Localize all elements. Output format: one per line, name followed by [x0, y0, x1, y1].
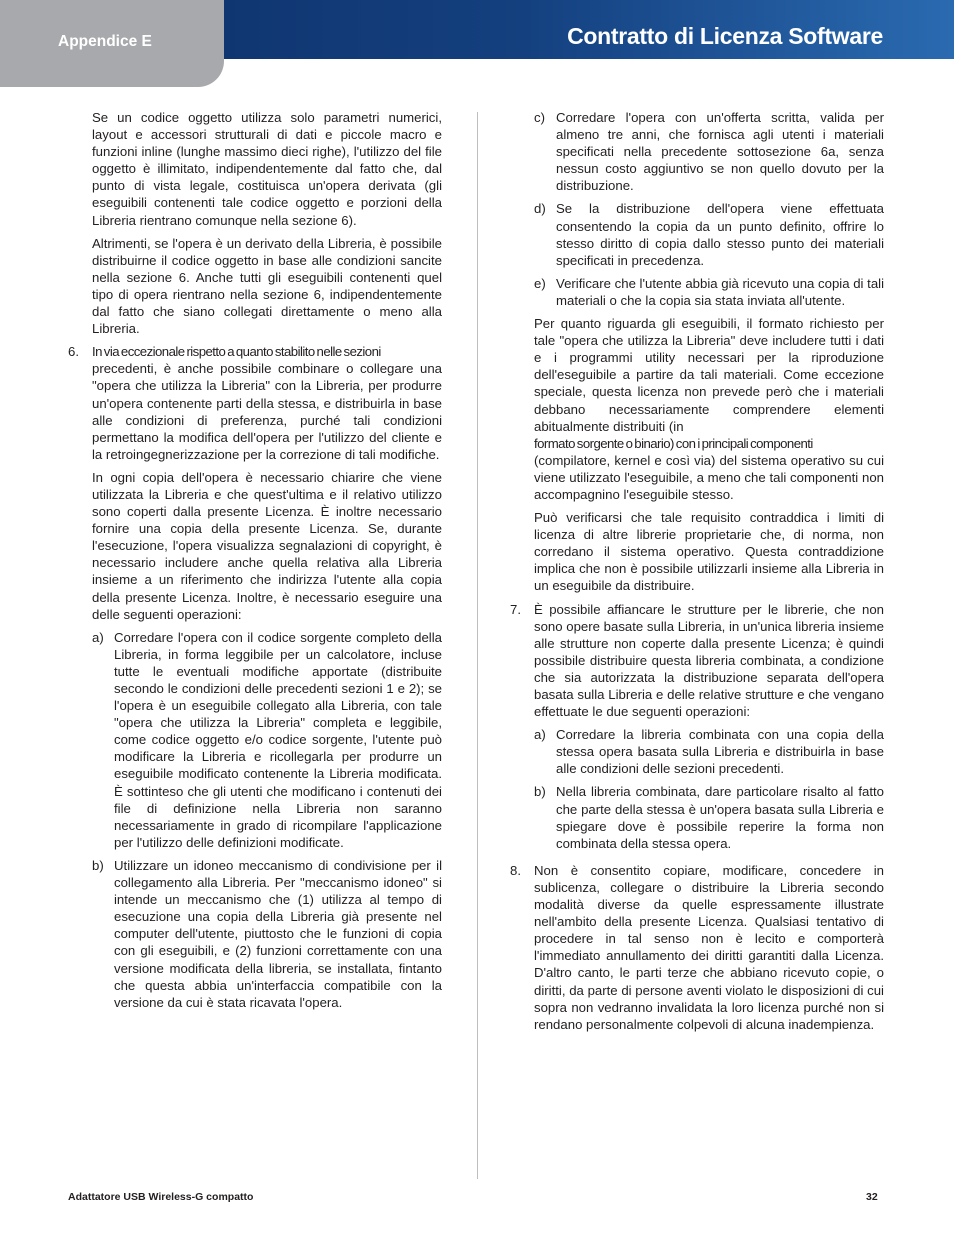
item-number: 6. [68, 344, 79, 360]
paragraph-part: Per quanto riguarda gli eseguibili, il formato richiesto per tale "opera che utilizza la Libreria" deve includere tutti i dati e i programmi utility necessari per la riproduzione dell'eseguibile a partire da tali materiali. Come eccezione speciale, questa licenza non prevede però che i materiali debbano necessariamente comprendere elementi abitualmente distribuiti (in [534, 316, 884, 434]
subitem-7b [510, 783, 884, 851]
item-text: precedenti, è anche possibile combinare o collegare una "opera che utilizza la Libreria" con la Libreria, per produrre un'opera contenente parti della stessa, e distribuirla in base alle condizioni di preferenza, purché tali condizioni permettano la modifica dell'opera per l'utilizzo del cliente e la retroingegnerizzazione per la correzione di tali modifiche. [92, 361, 442, 462]
section-label: Appendice E [58, 33, 152, 50]
subitem-6e [510, 275, 884, 309]
subitem-text: Nella libreria combinata, dare particolare risalto al fatto che parte della stessa è un'opera basata sulla Libreria e spiegare dove è possibile reperire la forma non combinata della stessa opera. [556, 784, 884, 851]
footer-product-name: Adattatore USB Wireless-G compatto [68, 1191, 254, 1203]
subitem-letter: e) [534, 275, 546, 291]
item-number: 7. [510, 601, 521, 617]
subitem-text: Corredare la libreria combinata con una copia della stessa opera basata sulla Libreria e distribuirla in base alle condizioni delle sezioni precedenti. [556, 727, 884, 777]
left-column [68, 109, 442, 1017]
subitem-letter: a) [92, 629, 104, 645]
section-8 [510, 862, 884, 1033]
right-column [510, 109, 884, 1039]
subitem-letter: d) [534, 201, 546, 217]
item-text: Non è consentito copiare, modificare, concedere in sublicenza, collegare o distribuire la Libreria secondo modalità diverse da quelle espressamente illustrate nell'ambito della presente Licenza. Qualsiasi tentativo di procedere in tal senso non è lecito e comporterà l'immediato annullamento dei diritti garantiti dalla Licenza. D'altro canto, le parti terze che abbiano ricevuto copie, o diritti, da parte di persone aventi violato le disposizioni di cui sopra non vedranno invalidata la loro licenza purché non si rendano personalmente colpevoli di alcuna inadempienza. [534, 862, 884, 1032]
subitem-text: Se la distribuzione dell'opera viene effettuata consentendo la copia da un punto definito, offrire lo stesso diritto di copia dallo stesso punto dei materiali specificati in precedenza. [556, 201, 884, 268]
paragraph: Può verificarsi che tale requisito contraddica i limiti di licenza di altre librerie proprietarie che, di norma, non corredano il sistema operativo. Questa contraddizione implica che non è possibile utilizzarli insieme alla Libreria in un eseguibile da distribuire. [534, 510, 884, 594]
footer-page-number: 32 [866, 1191, 878, 1203]
subitem-6d [510, 200, 884, 268]
subitem-letter: b) [534, 784, 546, 800]
column-divider [477, 112, 478, 1179]
subitem-7a [510, 726, 884, 777]
paragraph-executables [510, 315, 884, 503]
item-number: 8. [510, 862, 521, 878]
subitem-6c [510, 109, 884, 194]
paragraph-part: formato sorgente o binario) con i principali componenti [534, 435, 813, 451]
section-tab [0, 0, 224, 87]
subitem-6a [68, 629, 442, 851]
section-6 [68, 343, 442, 463]
subitem-6b [68, 857, 442, 1011]
subitem-text: Verificare che l'utente abbia già ricevuto una copia di tali materiali o che la copia sia stata inviata all'utente. [556, 275, 885, 308]
paragraph: Se un codice oggetto utilizza solo parametri numerici, layout e accessori strutturali di dati e piccole macro e funzioni inline (lunghe massimo dieci righe), l'utilizzo del file oggetto è illimitato, indipendentemente dal fatto che, dal punto di vista legale, costituisca un'opera derivata (gli eseguibili contenenti tale codice oggetto e porzioni della Libreria rientrano comunque nella sezione 6). [92, 110, 442, 228]
section-7 [510, 601, 884, 721]
subitem-letter: c) [534, 110, 545, 125]
item-text: È possibile affiancare le strutture per le librerie, che non sono opere basate sulla Libreria, in un'unica libreria insieme alle strutture non coperte dalla presente Licenza; è quindi possibile distribuire questa libreria combinata, a condizione che sia autorizzata la distribuzione separata dell'opera basata sulla Libreria e delle relative strutture e che vengano effettuate le due seguenti operazioni: [534, 601, 884, 720]
paragraph-part: (compilatore, kernel e così via) del sistema operativo su cui viene utilizzato l'eseguibile, a meno che tali componenti non accompagnino l'eseguibile stesso. [534, 452, 884, 502]
subitem-letter: b) [92, 857, 104, 873]
subitem-text: Utilizzare un idoneo meccanismo di condivisione per il collegamento alla Libreria. Per "meccanismo idoneo" si intende un meccanismo che (1) utilizza al tempo di esecuzione una copia della Libreria già presente nel computer dell'utente, piuttosto che le funzioni di copia con gli eseguibili, e (2) funzioni correttamente con una versione modificata della libreria, se installata, fintanto che questa abbia un'interfaccia compatibile con la versione da cui è stata ricavata l'opera. [114, 857, 442, 1010]
subitem-letter: a) [534, 727, 546, 743]
item-first-line: In via eccezionale rispetto a quanto stabilito nelle sezioni [92, 344, 381, 360]
paragraph: Altrimenti, se l'opera è un derivato della Libreria, è possibile distribuirne il codice oggetto in base alle condizioni sancite nella sezione 6. Anche tutti gli eseguibili contenenti quel tipo di opera rientrano nella sezione 6, indipendentemente dal fatto che siano collegati direttamente o meno alla Libreria. [92, 235, 442, 337]
subitem-text: Corredare l'opera con un'offerta scritta, valida per almeno tre anni, che fornisca agli utenti i materiali specificati nella precedente sottosezione 6a, senza nessun costo aggiuntivo se non quello dovuto per la distribuzione. [556, 110, 884, 194]
page-title: Contratto di Licenza Software [567, 23, 883, 49]
paragraph: In ogni copia dell'opera è necessario chiarire che viene utilizzata la Libreria e che quest'ultima e il relativo utilizzo sono coperti dalla presente Licenza. È inoltre necessario fornire una copia della presente Licenza. Se, durante l'esecuzione, l'opera visualizza segnalazioni di copyright, è necessario includere anche quella relativa alla Libreria insieme a un riferimento che indirizza l'utente alla copia della presente Licenza. Inoltre, è necessario eseguire una delle seguenti operazioni: [92, 469, 442, 622]
subitem-text: Corredare l'opera con il codice sorgente completo della Libreria, in forma leggibile per un calcolatore, incluse tutte le eventuali modifiche apportate (distribuite secondo le condizioni delle precedenti sezioni 1 e 2); se l'opera è un eseguibile collegato alla Libreria, con tale "opera che utilizza la Libreria" completa e leggibile, come codice oggetto e/o codice sorgente, l'utente può modificare la Libreria e ricollegarla per produrre un eseguibile modificato contenente la Libreria modificata. È sottinteso che gli utenti che modificano i contenuti dei file di definizione nella Libreria non saranno necessariamente in grado di ricompilare l'applicazione per l'utilizzo delle definizioni modificate. [114, 629, 442, 850]
